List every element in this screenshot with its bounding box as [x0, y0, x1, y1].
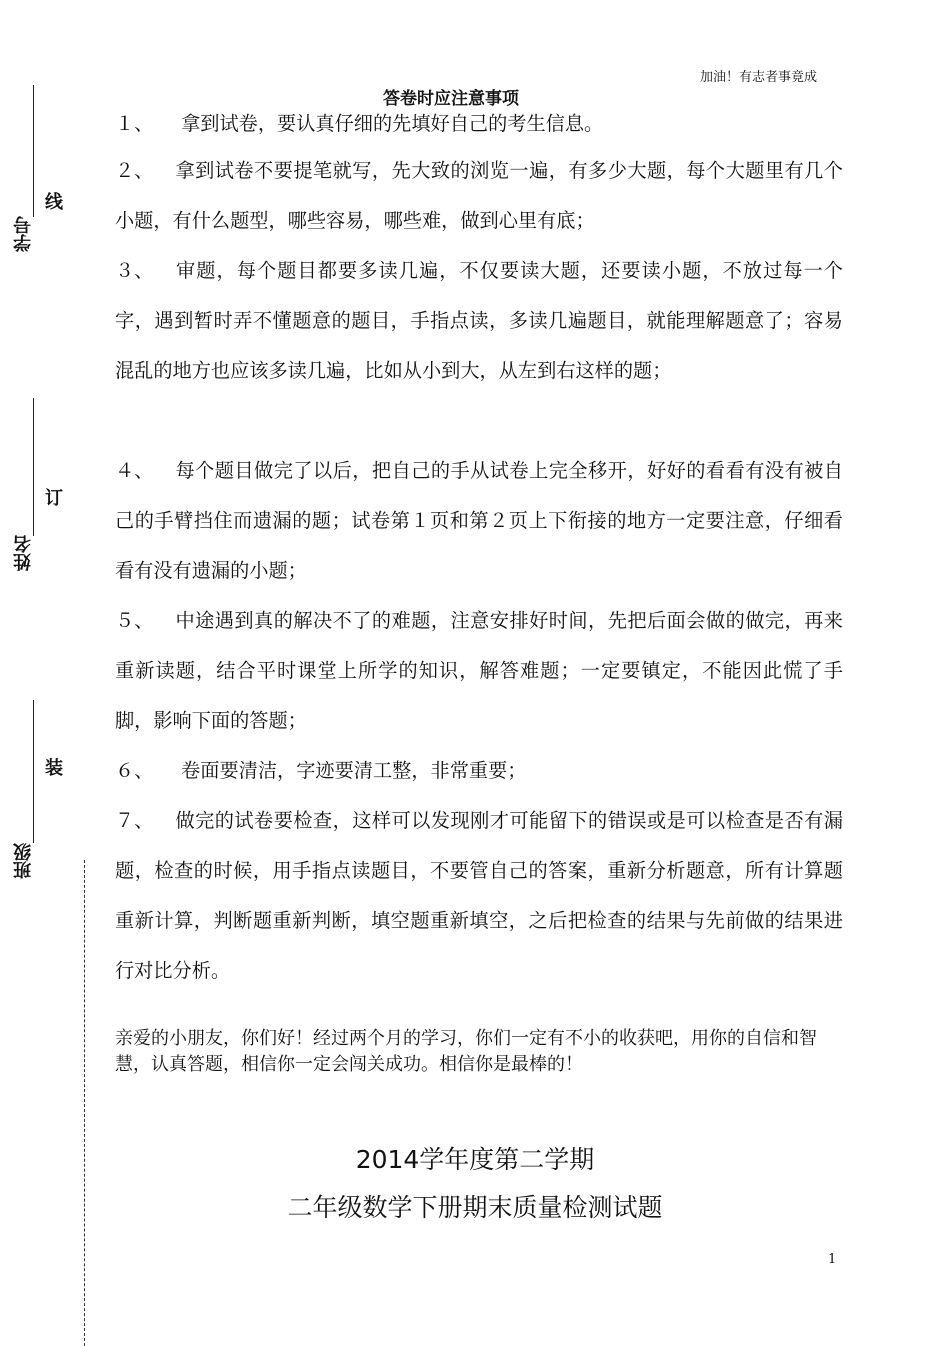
- class-line: [33, 700, 34, 843]
- list-item: [115, 99, 843, 149]
- student-id-line: [33, 85, 34, 217]
- item-number: ２、: [115, 159, 154, 182]
- exam-title-term: 2014学年度第二学期: [355, 1145, 595, 1174]
- document-title: 答卷时应注意事项: [383, 89, 519, 109]
- list-item: [115, 596, 843, 746]
- exam-title-subject: 二年级数学下册期末质量检测试题: [287, 1193, 663, 1222]
- item-text: 做完的试卷要检查，这样可以发现刚才可能留下的错误或是可以检查是否有漏题，检查的时候，用手指点读题目，不要管自己的答案，重新分析题意，所有计算题重新计算，判断题重新判断，填空题重新填空，之后把检查的结果与先前做的结果进行对比分析。: [115, 809, 843, 982]
- item-number: ３、: [115, 259, 154, 282]
- class-label: 班级: [13, 843, 34, 879]
- header-motto: 加油！有志者事竟成: [700, 70, 818, 85]
- list-item: [115, 796, 843, 996]
- dashed-cut-line: [84, 860, 85, 1346]
- greeting-text: 亲爱的小朋友，你们好！经过两个月的学习，你们一定有不小的收获吧，用你的自信和智慧，认真答题，相信你一定会闯关成功。相信你是最棒的！: [115, 1028, 817, 1075]
- list-item: [115, 446, 843, 596]
- item-number: ４、: [115, 459, 154, 482]
- item-number: ５、: [115, 609, 154, 632]
- item-text: 卷面要清洁，字迹要清工整，非常重要；: [175, 759, 527, 782]
- item-text: 拿到试卷不要提笔就写，先大致的浏览一遍，有多少大题，每个大题里有几个小题，有什么题型，哪些容易，哪些难，做到心里有底；: [115, 159, 843, 232]
- name-label: 姓名: [13, 535, 34, 571]
- item-text: 中途遇到真的解决不了的难题，注意安排好时间，先把后面会做的做完，再来重新读题，结合平时课堂上所学的知识，解答难题；一定要镇定，不能因此慌了手脚，影响下面的答题；: [115, 609, 843, 732]
- cut-mark-bind: 订: [42, 488, 63, 506]
- item-text: 审题，每个题目都要多读几遍，不仅要读大题，还要读小题，不放过每一个字，遇到暂时弄不懂题意的题目，手指点读，多读几遍题目，就能理解题意了；容易混乱的地方也应该多读几遍，比如从小到大，从左到右这样的题；: [115, 259, 843, 382]
- page-number: 1: [828, 1252, 837, 1267]
- list-item: [115, 746, 843, 796]
- student-id-label: 学号: [13, 216, 34, 252]
- item-number: ６、: [115, 759, 154, 782]
- item-text: 每个题目做完了以后，把自己的手从试卷上完全移开，好好的看看有没有被自己的手臂挡住而遗漏的题；试卷第１页和第２页上下衔接的地方一定要注意，仔细看看有没有遗漏的小题；: [115, 459, 843, 582]
- cut-mark-seal: 装: [42, 758, 63, 776]
- item-number: ７、: [115, 809, 154, 832]
- name-line: [33, 398, 34, 536]
- list-item: [115, 246, 843, 396]
- item-text: 拿到试卷，要认真仔细的先填好自己的考生信息。: [175, 112, 604, 135]
- list-item: [115, 146, 843, 246]
- item-number: １、: [115, 112, 154, 135]
- cut-mark-line: 线: [42, 192, 63, 210]
